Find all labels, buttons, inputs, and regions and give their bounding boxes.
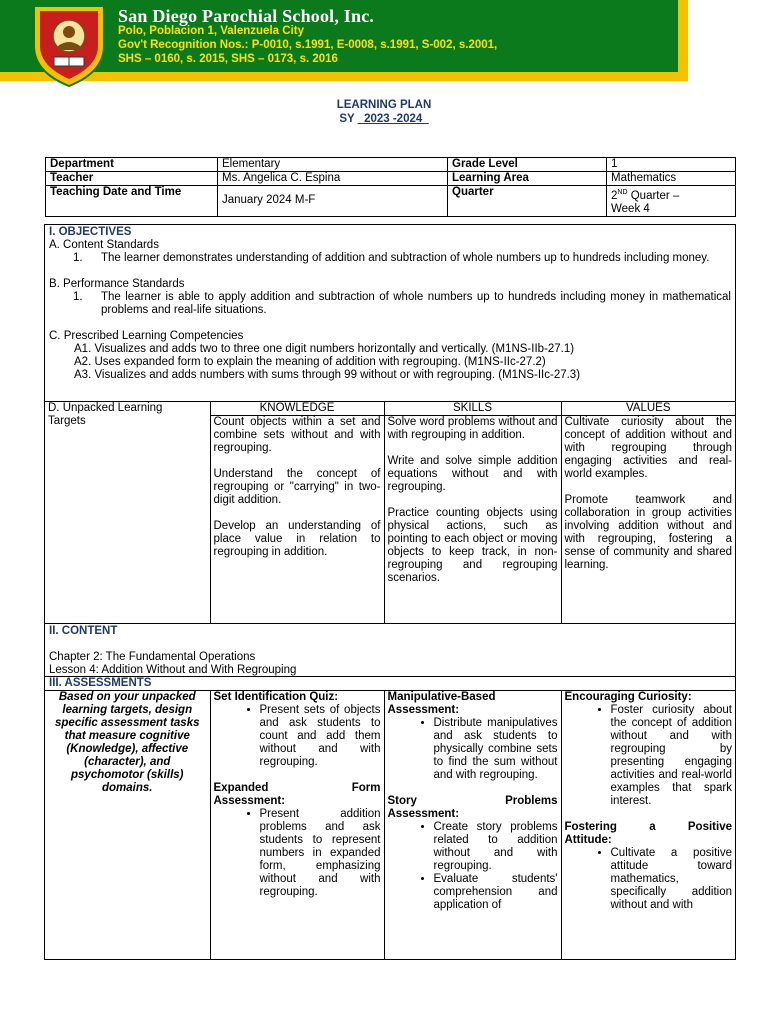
school-year-value: _2023 -2024_ <box>357 113 429 125</box>
values-cell <box>561 416 735 624</box>
story-problems-heading <box>388 795 558 808</box>
content-chapter: Chapter 2: The Fundamental Operations <box>49 651 256 663</box>
assessments-title: III. ASSESSMENTS <box>49 677 152 689</box>
unpacked-label-line-2: Targets <box>48 415 86 427</box>
skills-item: Write and solve simple addition equations without and with regrouping. <box>387 455 558 493</box>
content-standards-item <box>49 252 731 265</box>
list-item: • Create story problems related to addition without and with regrouping. <box>434 821 558 873</box>
table-row <box>45 402 735 416</box>
teacher-label: Teacher <box>46 172 218 186</box>
heading-word: a <box>649 821 656 833</box>
skills-cell <box>384 416 561 624</box>
school-seal-icon <box>30 2 108 88</box>
skills-item: Practice counting objects using physical actions, such as pointing to each object or moving objects to keep track, in non-regrouping and regrouping scenarios. <box>387 507 558 584</box>
table-row <box>46 186 736 217</box>
positive-attitude-heading-2: Attitude: <box>564 834 612 846</box>
teacher-value: Ms. Angelica C. Espina <box>218 172 448 186</box>
knowledge-header: KNOWLEDGE <box>210 402 384 416</box>
teaching-date-label: Teaching Date and Time <box>46 186 218 217</box>
set-identification-quiz-heading: Set Identification Quiz: <box>213 691 339 703</box>
assessments-table <box>45 690 735 959</box>
skills-item: Solve word problems without and with regrouping in addition. <box>387 416 558 441</box>
objectives-section <box>45 225 735 401</box>
learning-area-value: Mathematics <box>607 172 736 186</box>
performance-standards-label: B. Performance Standards <box>49 278 185 290</box>
quarter-suffix: ND <box>617 189 628 196</box>
set-identification-list <box>214 704 381 769</box>
knowledge-cell <box>210 416 384 624</box>
banner-gold-edge <box>678 0 688 81</box>
competency-a1: A1. Visualizes and adds two to three one digit numbers horizontally and vertically. (M1NS-IIb-27.1) <box>74 343 575 355</box>
curiosity-list <box>565 704 733 808</box>
document-title: LEARNING PLAN <box>336 99 432 111</box>
performance-standards-text: The learner is able to apply addition and subtraction of whole numbers up to hundreds including money in mathematical problems and real-life situations. <box>101 291 731 316</box>
performance-standards-item <box>49 291 731 317</box>
list-item: • Present sets of objects and ask students to count and add them without and with regrouping. <box>260 704 381 769</box>
manipulative-assessment-heading: Manipulative-Based Assessment: <box>387 691 496 716</box>
learning-plan-table <box>44 224 736 960</box>
school-address: Polo, Poblacion 1, Valenzuela City <box>118 25 304 37</box>
recognition-line-2: SHS – 0160, s. 2015, SHS – 0173, s. 2016 <box>118 53 338 65</box>
skills-header: SKILLS <box>384 402 561 416</box>
school-year <box>0 113 768 125</box>
unpacked-targets-label <box>45 402 210 624</box>
knowledge-item: Understand the concept of regrouping or "carrying" in two-digit addition. <box>213 468 381 506</box>
psychomotor-assessment-cell <box>384 691 561 960</box>
positive-attitude-list <box>565 847 733 912</box>
list-item: • Present addition problems and ask students to represent numbers in expanded form, emphasizing without and with regrouping. <box>260 808 381 899</box>
heading-word: Fostering <box>564 821 617 833</box>
manipulative-list <box>388 717 558 782</box>
affective-assessment-cell <box>561 691 735 960</box>
item-number: 1. <box>73 252 83 264</box>
objectives-title: I. OBJECTIVES <box>49 226 132 238</box>
content-standards-label: A. Content Standards <box>49 239 159 251</box>
competency-a3: A3. Visualizes and adds numbers with sums through 99 without or with regrouping. (M1NS-IIc-27.3) <box>74 369 581 381</box>
heading-word: Story <box>387 795 417 807</box>
heading-word: Expanded <box>213 782 269 794</box>
table-row <box>46 172 736 186</box>
content-title: II. CONTENT <box>49 625 118 637</box>
assessments-title-row <box>45 676 735 690</box>
department-label: Department <box>46 158 218 172</box>
teaching-date-value: January 2024 M-F <box>218 186 448 217</box>
quarter-week: Week 4 <box>611 202 650 215</box>
content-section <box>45 624 735 676</box>
table-row <box>46 158 736 172</box>
item-number: 1. <box>73 291 83 303</box>
heading-word: Positive <box>687 821 732 833</box>
quarter-label: Quarter <box>448 186 607 217</box>
values-item: Promote teamwork and collaboration in group activities involving addition without and with regrouping, fostering a sense of community and shared learning. <box>564 494 732 571</box>
info-table <box>45 157 736 217</box>
recognition-line-1: Gov't Recognition Nos.: P-0010, s.1991, E-0008, s.1991, S-002, s.2001, <box>118 39 498 51</box>
quarter-text: Quarter – <box>627 189 680 202</box>
competency-a2: A2. Uses expanded form to explain the meaning of addition with regrouping. (M1NS-IIc-27.2) <box>74 356 546 368</box>
values-item: Cultivate curiosity about the concept of addition without and with regrouping through engaging activities and real-world examples. <box>564 416 732 480</box>
heading-word: Form <box>351 782 381 794</box>
values-header: VALUES <box>561 402 735 416</box>
list-item: • Evaluate students' comprehension and application of <box>434 873 558 912</box>
content-standards-text: The learner demonstrates understanding of addition and subtraction of whole numbers up to hundreds including money. <box>101 252 710 264</box>
assessment-intro-cell <box>45 691 210 960</box>
quarter-value <box>607 186 736 217</box>
positive-attitude-heading <box>565 821 733 834</box>
content-lesson: Lesson 4: Addition Without and With Regrouping <box>49 664 297 676</box>
encouraging-curiosity-heading: Encouraging Curiosity: <box>564 691 692 703</box>
expanded-form-heading <box>214 782 381 795</box>
cognitive-assessment-cell <box>210 691 384 960</box>
list-item: • Cultivate a positive attitude toward mathematics, specifically addition without and with <box>611 847 733 912</box>
department-value: Elementary <box>218 158 448 172</box>
expanded-form-list <box>214 808 381 899</box>
unpacked-targets-table <box>45 401 735 624</box>
assessment-intro: Based on your unpacked learning targets, design specific assessment tasks that measure cognitive (Knowledge), affective (character), and psychomotor (skills) domains. <box>55 691 200 794</box>
story-problems-heading-2: Assessment: <box>387 808 460 820</box>
grade-level-value: 1 <box>607 158 736 172</box>
expanded-form-heading-2: Assessment: <box>213 795 286 807</box>
unpacked-label-line-1: D. Unpacked Learning <box>48 402 163 414</box>
heading-word: Problems <box>505 795 558 807</box>
list-item: • Foster curiosity about the concept of addition without and with regrouping by presenting engaging activities and real-world examples that spark interest. <box>611 704 733 808</box>
list-item: • Distribute manipulatives and ask students to physically combine sets to find the sum without and with regrouping. <box>434 717 558 782</box>
story-problems-list <box>388 821 558 912</box>
quarter-number: 2 <box>611 189 618 202</box>
grade-level-label: Grade Level <box>448 158 607 172</box>
competencies-label: C. Prescribed Learning Competencies <box>49 330 244 342</box>
learning-area-label: Learning Area <box>448 172 607 186</box>
knowledge-item: Count objects within a set and combine sets without and with regrouping. <box>213 416 381 454</box>
school-year-prefix: SY <box>339 113 355 125</box>
school-name: San Diego Parochial School, Inc. <box>118 6 375 26</box>
school-banner <box>0 0 768 88</box>
knowledge-item: Develop an understanding of place value in relation to regrouping in addition. <box>213 520 381 558</box>
table-row <box>45 691 735 960</box>
